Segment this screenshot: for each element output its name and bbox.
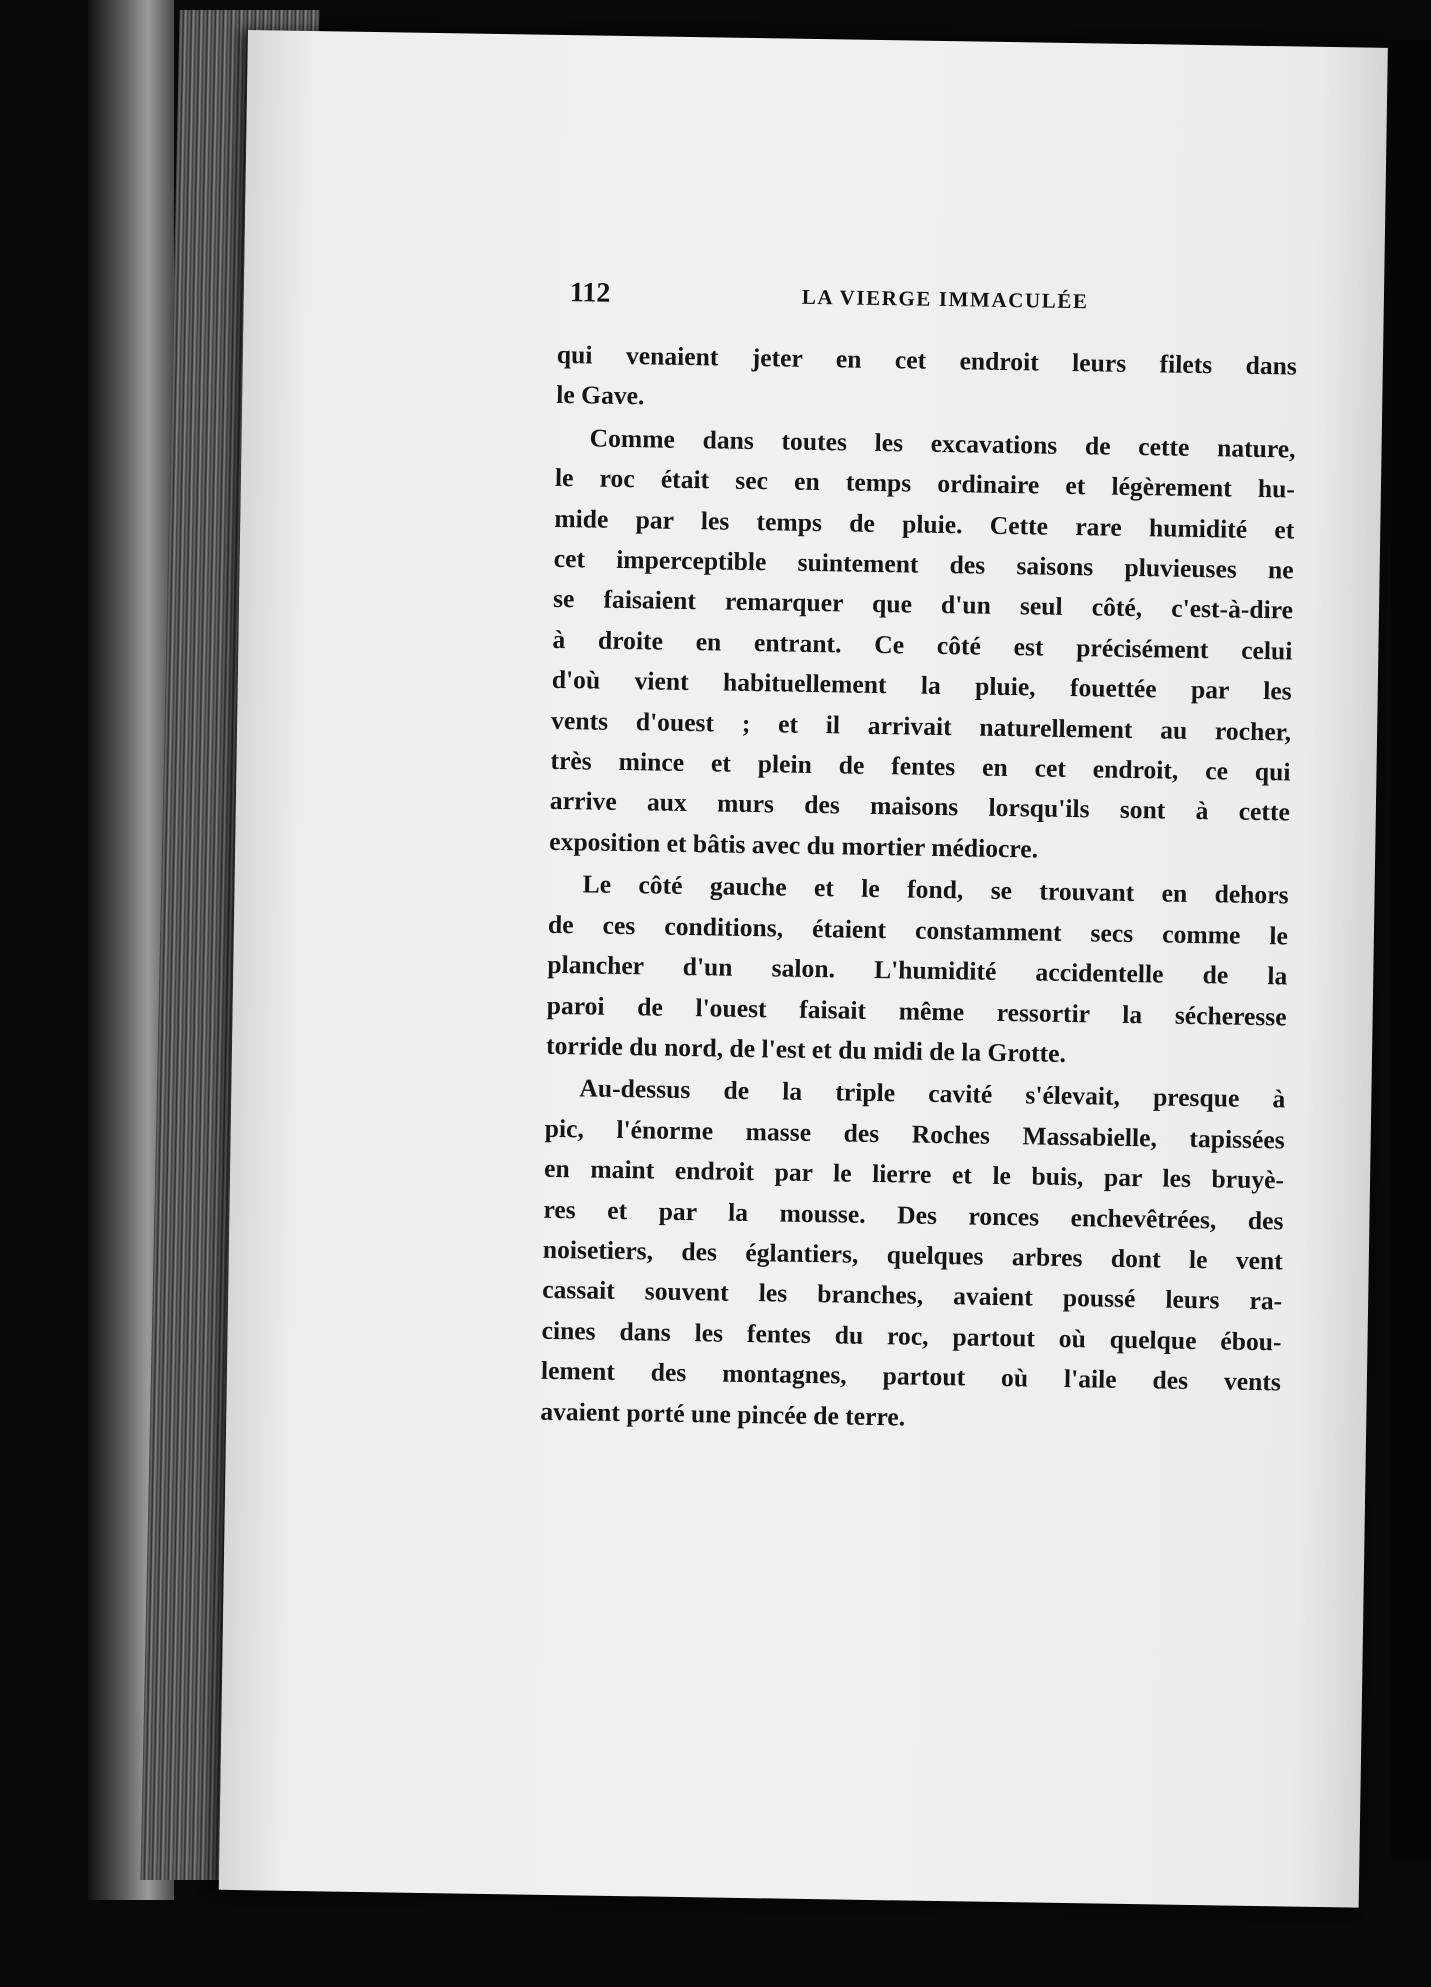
running-title: LA VIERGE IMMACULÉE [801,284,1089,314]
text-line: plancher d'un salon. L'humidité accidentelle de la [547,949,1288,991]
body-text [540,335,1297,1443]
text-line: se faisaient remarquer que d'un seul côté, c'est-à-dire [552,584,1294,625]
book-page [219,30,1388,1908]
text-line: mide par les temps de pluie. Cette rare humidité et [554,503,1295,545]
text-line: cet imperceptible suintement des saisons pluvieuses ne [553,543,1294,585]
page-number: 112 [569,277,611,309]
text-line: paroi de l'ouest faisait même ressortir la sécheresse [546,990,1287,1031]
text-line: vents d'ouest ; et il arrivait naturellement au rocher, [550,705,1292,747]
text-line: pic, l'énorme masse des Roches Massabielle, tapissées [544,1113,1285,1155]
text-line: lement des montagnes, partout où l'aile des vents [540,1355,1282,1397]
text-line: Au-dessus de la triple cavité s'élevait, presque à [579,1073,1286,1114]
text-line: torride du nord, de l'est et du midi de la Grotte. [545,1030,1067,1068]
text-line: très mince et plein de fentes en cet endroit, ce qui [550,745,1291,787]
text-line: en maint endroit par le lierre et le buis, par les bruyè- [543,1153,1285,1195]
text-line: qui venaient jeter en cet endroit leurs filets dans [556,339,1298,381]
text-line: d'où vient habituellement la pluie, fouettée par les [551,665,1292,706]
text-line: Comme dans toutes les excavations de cette nature, [589,423,1296,464]
text-line: de ces conditions, étaient constamment secs comme le [547,909,1289,951]
text-line: res et par la mousse. Des ronces enchevêtrées, des [543,1194,1284,1235]
text-line: Le côté gauche et le fond, se trouvant en dehors [582,869,1289,910]
text-line: cines dans les fentes du roc, partout où quelque ébou- [541,1315,1282,1357]
text-line: le Gave. [556,380,645,411]
text-line: à droite en entrant. Ce côté est précisément celui [552,624,1293,666]
scan-right-edge [1391,40,1431,1860]
page-header [570,277,1353,329]
text-line: noisetiers, des églantiers, quelques arbres dont le vent [542,1234,1284,1276]
text-line: cassait souvent les branches, avaient poussé leurs ra- [542,1275,1283,1316]
text-line: arrive aux murs des maisons lorsqu'ils sont à cette [549,786,1291,827]
text-line: exposition et bâtis avec du mortier médiocre. [549,826,1039,864]
text-line: le roc était sec en temps ordinaire et légèrement hu- [554,463,1296,504]
text-line: avaient porté une pincée de terre. [540,1396,906,1432]
